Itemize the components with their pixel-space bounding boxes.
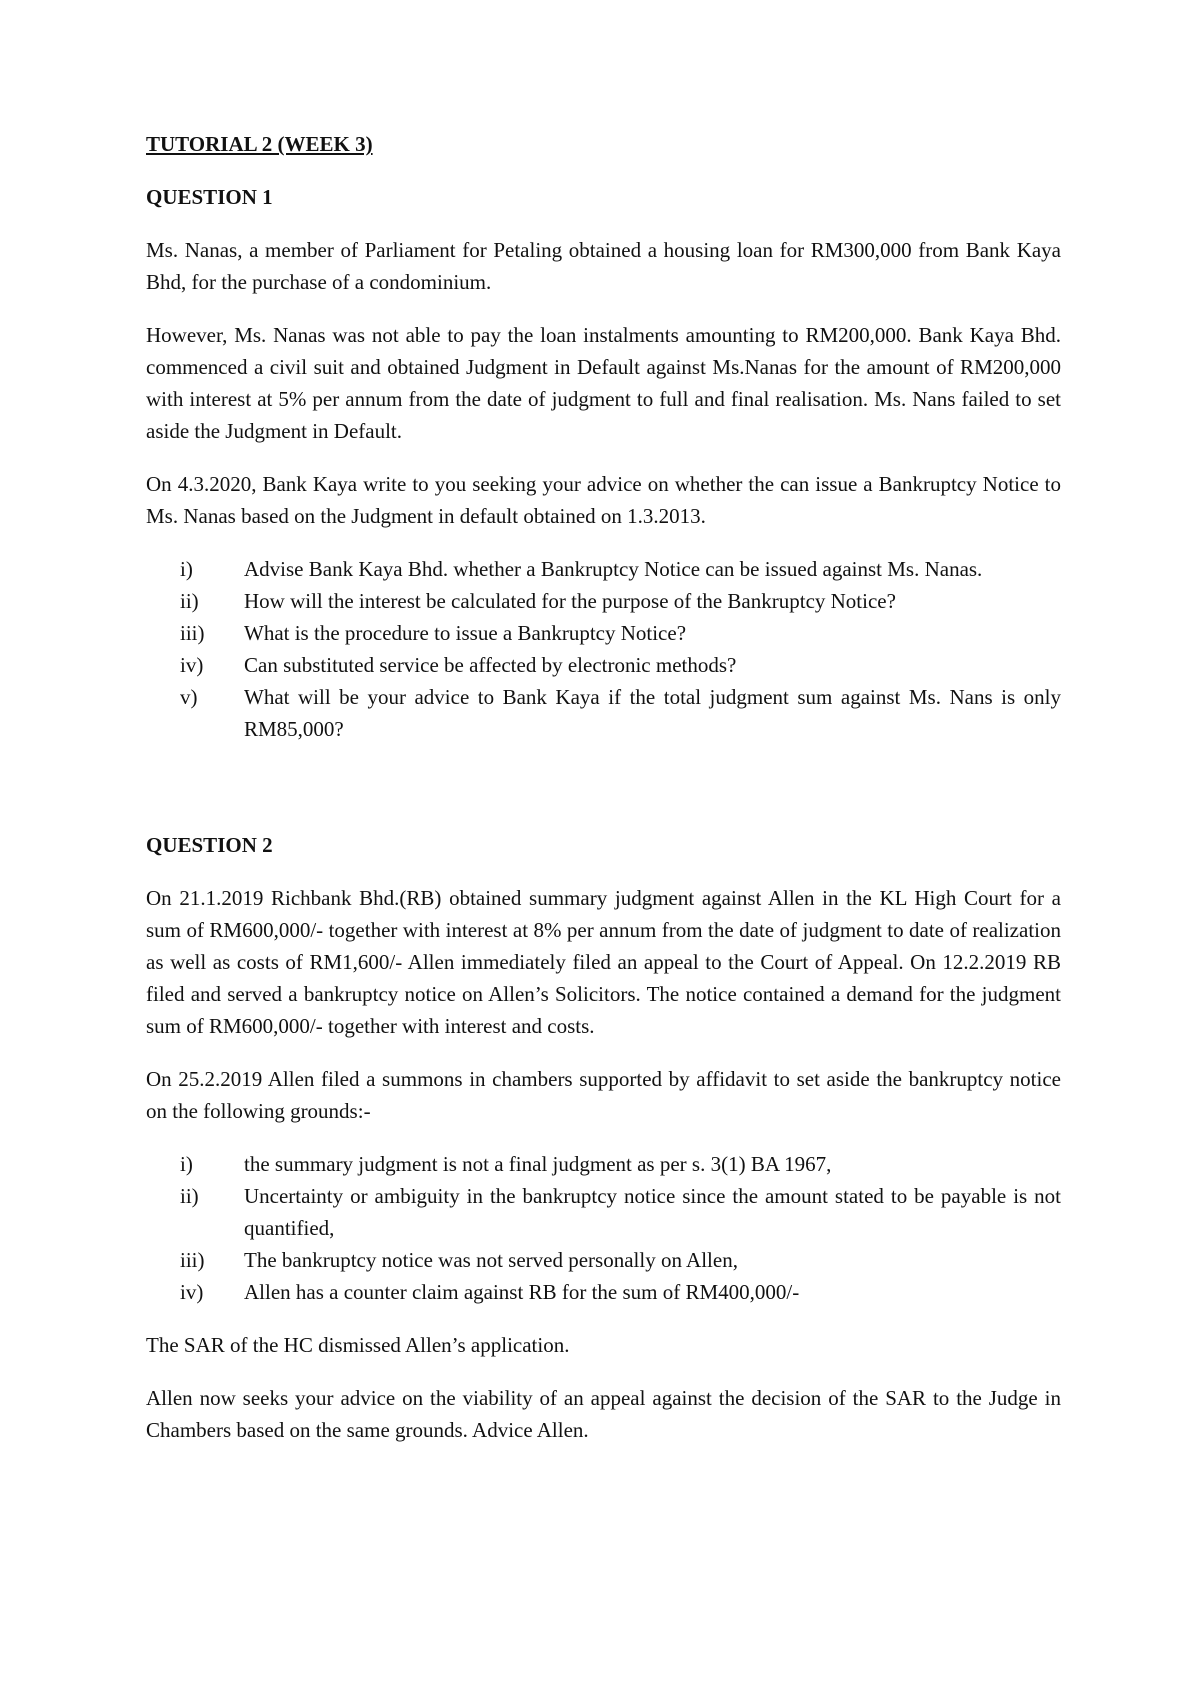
list-item-text: Can substituted service be affected by electronic methods? [244,653,737,677]
list-item-text: How will the interest be calculated for the purpose of the Bankruptcy Notice? [244,589,896,613]
list-item-number: v) [180,685,198,709]
list-item-number: ii) [180,1184,199,1208]
question-2-paragraph-3: The SAR of the HC dismissed Allen’s application. [146,1333,570,1357]
list-item [146,585,1061,617]
list-item-number: iv) [180,653,204,677]
question-1-list [146,553,1061,745]
list-item-number: i) [180,557,193,581]
list-item-text: Allen has a counter claim against RB for the sum of RM400,000/- [244,1280,800,1304]
document-body [146,128,1061,1446]
question-2-heading: QUESTION 2 [146,833,273,857]
list-item [146,617,1061,649]
list-item-number: iii) [180,621,205,645]
question-2-paragraph-1: On 21.1.2019 Richbank Bhd.(RB) obtained summary judgment against Allen in the KL High Court for a sum of RM600,000/- together with interest at 8% per annum from the date of judgment to date of realization as well as costs of RM1,600/- Allen immediately filed an appeal to the Court of Appeal. On 12.2.2019 RB filed and served a bankruptcy notice on Allen’s Solicitors. The notice contained a demand for the judgment sum of RM600,000/- together with interest and costs. [146,886,1061,1038]
list-item-number: iii) [180,1248,205,1272]
list-item-text: Uncertainty or ambiguity in the bankruptcy notice since the amount stated to be payable is not quantified, [244,1184,1061,1240]
question-2-paragraph-4: Allen now seeks your advice on the viability of an appeal against the decision of the SAR to the Judge in Chambers based on the same grounds. Advice Allen. [146,1386,1061,1442]
question-2-paragraph-2: On 25.2.2019 Allen filed a summons in chambers supported by affidavit to set aside the bankruptcy notice on the following grounds:- [146,1067,1061,1123]
list-item-text: the summary judgment is not a final judgment as per s. 3(1) BA 1967, [244,1152,832,1176]
list-item-text: What will be your advice to Bank Kaya if the total judgment sum against Ms. Nans is only RM85,000? [244,685,1061,741]
list-item [146,681,1061,745]
list-item-text: The bankruptcy notice was not served personally on Allen, [244,1248,738,1272]
list-item [146,1180,1061,1244]
question-1-paragraph-3: On 4.3.2020, Bank Kaya write to you seeking your advice on whether the can issue a Bankruptcy Notice to Ms. Nanas based on the Judgment in default obtained on 1.3.2013. [146,472,1061,528]
question-1-paragraph-2: However, Ms. Nanas was not able to pay the loan instalments amounting to RM200,000. Bank Kaya Bhd. commenced a civil suit and obtained Judgment in Default against Ms.Nanas for the amount of RM200,000 with interest at 5% per annum from the date of judgment to full and final realisation. Ms. Nans failed to set aside the Judgment in Default. [146,323,1061,443]
list-item-text: Advise Bank Kaya Bhd. whether a Bankruptcy Notice can be issued against Ms. Nanas. [244,557,983,581]
question-2-list [146,1148,1061,1308]
list-item [146,1148,1061,1180]
question-1-paragraph-1: Ms. Nanas, a member of Parliament for Petaling obtained a housing loan for RM300,000 from Bank Kaya Bhd, for the purchase of a condominium. [146,238,1061,294]
list-item-number: iv) [180,1280,204,1304]
question-1-heading: QUESTION 1 [146,185,273,209]
list-item-number: ii) [180,589,199,613]
list-item-number: i) [180,1152,193,1176]
list-item [146,649,1061,681]
list-item [146,553,1061,585]
document-title: TUTORIAL 2 (WEEK 3) [146,132,373,156]
list-item-text: What is the procedure to issue a Bankruptcy Notice? [244,621,687,645]
list-item [146,1276,1061,1308]
list-item [146,1244,1061,1276]
